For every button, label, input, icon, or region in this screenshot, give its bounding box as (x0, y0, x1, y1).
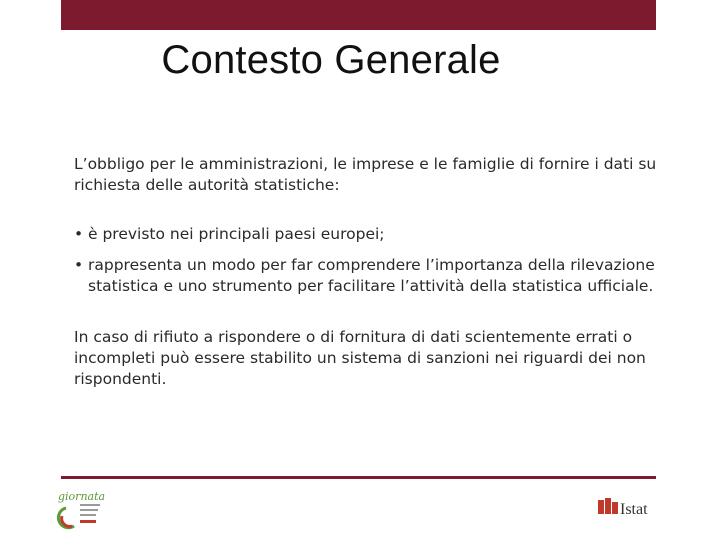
svg-text:giornata: giornata (58, 490, 106, 503)
intro-paragraph: L’obbligo per le amministrazioni, le imprese e le famiglie di fornire i dati su richiesta delle autorità statistiche: (74, 155, 657, 194)
slide-body (74, 154, 682, 390)
bullet-text: è previsto nei principali paesi europei; (88, 225, 385, 243)
giornata-logo (52, 486, 106, 532)
slide-title: Contesto Generale (161, 38, 501, 82)
top-accent-band (61, 0, 656, 30)
svg-text:Istat: Istat (620, 501, 648, 518)
bullet-dot-icon: • (74, 256, 84, 274)
bullet-dot-icon: • (74, 225, 84, 243)
bullet-item (74, 224, 682, 245)
bullet-text: rappresenta un modo per far comprendere l’importanza della rilevazione statistica e uno strumento per facilitare l’attività della statistica ufficiale. (88, 256, 655, 295)
istat-logo (598, 494, 658, 518)
closing-paragraph: In caso di rifiuto a rispondere o di fornitura di dati scientemente errati o incompleti può essere stabilito un sistema di sanzioni nei riguardi dei non rispondenti. (74, 328, 646, 388)
bullet-list (74, 224, 682, 297)
bullet-item (74, 255, 682, 297)
bottom-divider (61, 476, 656, 479)
